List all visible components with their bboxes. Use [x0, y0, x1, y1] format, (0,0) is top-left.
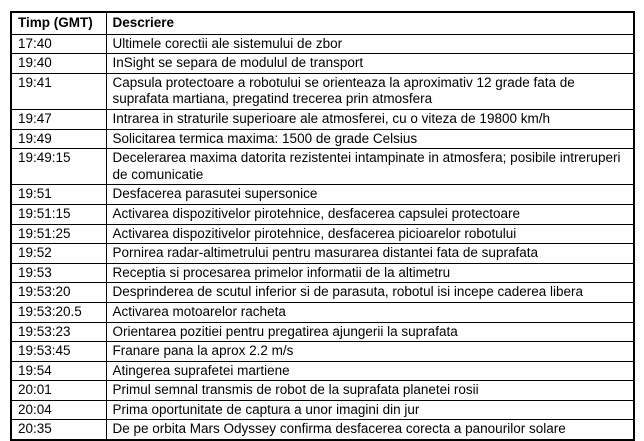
description-cell: Orientarea pozitiei pentru pregatirea ajungerii la suprafata — [106, 322, 634, 342]
header-time: Timp (GMT) — [11, 12, 106, 34]
description-cell: Activarea motoarelor racheta — [106, 302, 634, 322]
time-cell: 19:51:15 — [11, 204, 106, 224]
description-cell: Decelerarea maxima datorita rezistentei intampinate in atmosfera; posibile intreruperi de comunicatie — [106, 149, 634, 185]
table-row — [11, 244, 634, 264]
table-row — [11, 129, 634, 149]
time-cell: 19:53:20 — [11, 283, 106, 303]
table-row — [11, 361, 634, 381]
time-cell: 19:51:25 — [11, 224, 106, 244]
table-row — [11, 109, 634, 129]
timeline-table-container — [10, 11, 635, 441]
time-cell: 20:01 — [11, 381, 106, 401]
description-cell: Solicitarea termica maxima: 1500 de grade Celsius — [106, 129, 634, 149]
description-cell: Franare pana la aprox 2.2 m/s — [106, 342, 634, 362]
table-row — [11, 224, 634, 244]
time-cell: 20:35 — [11, 420, 106, 440]
time-cell: 19:53:20.5 — [11, 302, 106, 322]
time-cell: 19:54 — [11, 361, 106, 381]
table-row — [11, 381, 634, 401]
description-cell: Pornirea radar-altimetrului pentru masurarea distantei fata de suprafata — [106, 244, 634, 264]
header-row — [11, 12, 634, 34]
time-cell: 19:52 — [11, 244, 106, 264]
description-cell: Receptia si procesarea primelor informatii de la altimetru — [106, 263, 634, 283]
table-row — [11, 342, 634, 362]
time-cell: 19:53 — [11, 263, 106, 283]
time-cell: 19:47 — [11, 109, 106, 129]
table-row — [11, 283, 634, 303]
description-cell: Desfacerea parasutei supersonice — [106, 185, 634, 205]
table-row — [11, 185, 634, 205]
table-row — [11, 73, 634, 109]
table-row — [11, 400, 634, 420]
time-cell: 19:49 — [11, 129, 106, 149]
time-cell: 19:40 — [11, 54, 106, 74]
description-cell: Atingerea suprafetei martiene — [106, 361, 634, 381]
time-cell: 19:49:15 — [11, 149, 106, 185]
time-cell: 17:40 — [11, 34, 106, 54]
description-cell: De pe orbita Mars Odyssey confirma desfacerea corecta a panourilor solare — [106, 420, 634, 440]
time-cell: 19:41 — [11, 73, 106, 109]
table-row — [11, 302, 634, 322]
description-cell: InSight se separa de modulul de transport — [106, 54, 634, 74]
description-cell: Prima oportunitate de captura a unor imagini din jur — [106, 400, 634, 420]
time-cell: 20:04 — [11, 400, 106, 420]
description-cell: Activarea dispozitivelor pirotehnice, desfacerea picioarelor robotului — [106, 224, 634, 244]
time-cell: 19:51 — [11, 185, 106, 205]
header-description: Descriere — [106, 12, 634, 34]
description-cell: Primul semnal transmis de robot de la suprafata planetei rosii — [106, 381, 634, 401]
description-cell: Ultimele corectii ale sistemului de zbor — [106, 34, 634, 54]
table-row — [11, 54, 634, 74]
time-cell: 19:53:23 — [11, 322, 106, 342]
table-row — [11, 322, 634, 342]
description-cell: Desprinderea de scutul inferior si de parasuta, robotul isi incepe caderea libera — [106, 283, 634, 303]
table-row — [11, 34, 634, 54]
description-cell: Capsula protectoare a robotului se orienteaza la aproximativ 12 grade fata de suprafata martiana, pregatind trecerea prin atmosfera — [106, 73, 634, 109]
table-row — [11, 420, 634, 440]
table-row — [11, 263, 634, 283]
table-row — [11, 149, 634, 185]
timeline-table — [10, 11, 635, 441]
time-cell: 19:53:45 — [11, 342, 106, 362]
table-row — [11, 204, 634, 224]
description-cell: Intrarea in straturile superioare ale atmosferei, cu o viteza de 19800 km/h — [106, 109, 634, 129]
description-cell: Activarea dispozitivelor pirotehnice, desfacerea capsulei protectoare — [106, 204, 634, 224]
